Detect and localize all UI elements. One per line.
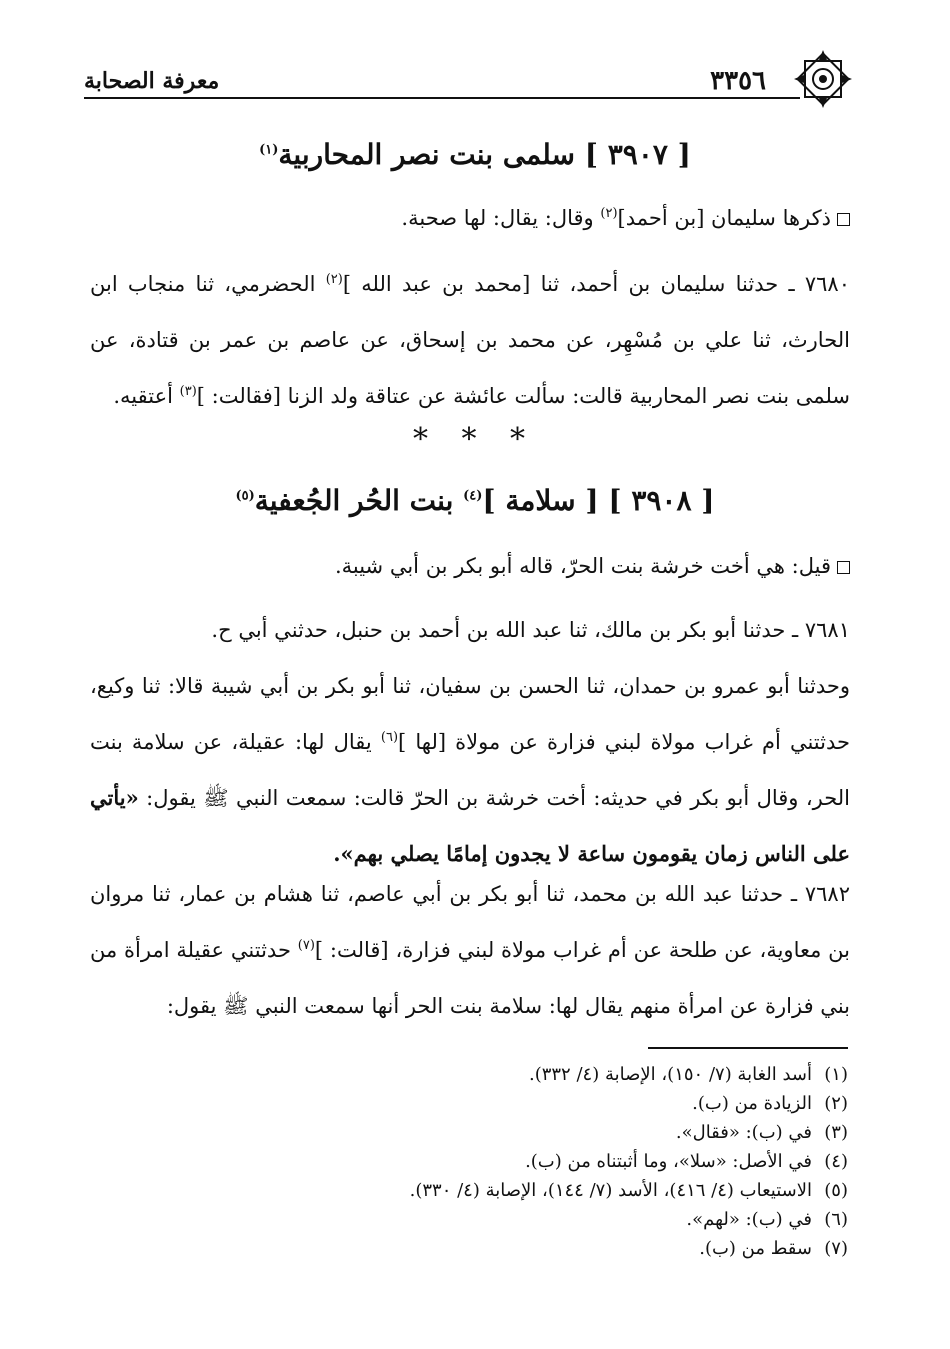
entry-title-text: [ ٣٩٠٧ ] سلمى بنت نصر المحاربية xyxy=(278,138,691,171)
square-bullet-icon xyxy=(837,561,850,574)
hadith-paragraph-7682 xyxy=(90,866,850,1034)
header-rule xyxy=(84,97,800,99)
paragraph-text: حدثتني عقيلة امرأة من بني فزارة عن امرأة منهم يقال لها: سلامة بنت الحر أنها سمعت النبي ﷺ يقول: xyxy=(90,938,850,1018)
entry-title-3908 xyxy=(90,484,860,517)
footnote-number: (٧) xyxy=(824,1238,848,1259)
footnote-text: الاستيعاب (٤/ ٤١٦)، الأسد (٧/ ١٤٤)، الإصابة (٤/ ٣٣٠). xyxy=(409,1180,812,1201)
footnote-text: أسد الغابة (٧/ ١٥٠)، الإصابة (٤/ ٣٣٢). xyxy=(528,1064,812,1085)
running-title: معرفة الصحابة xyxy=(84,68,220,94)
footnote-number: (١) xyxy=(824,1064,848,1085)
intro-text: ذكرها سليمان [بن أحمد] xyxy=(617,206,831,230)
footnote-ref: (٥) xyxy=(235,488,255,504)
paragraph-text: يقال لها: عقيلة، عن سلامة بنت الحر، وقال أبو بكر في حديثه: أخت خرشة بن الحرّ قالت: سمعت النبي ﷺ يقول: xyxy=(90,730,850,810)
footnote-ref: (١) xyxy=(259,142,279,158)
footnote-item xyxy=(148,1060,848,1089)
hadith-paragraph-7681-chain xyxy=(90,658,850,882)
footnote-number: (٤) xyxy=(824,1151,848,1172)
entry-title-3907 xyxy=(90,138,860,171)
footnote-text: في (ب): «لهم». xyxy=(686,1209,812,1230)
footnote-ref: (٣) xyxy=(179,384,197,399)
footnote-item xyxy=(148,1147,848,1176)
footnote-item xyxy=(148,1234,848,1263)
page-header xyxy=(84,48,854,100)
section-divider-stars: * * * xyxy=(412,422,538,457)
square-bullet-icon xyxy=(837,213,850,226)
entry-title-text: بنت الحُر الجُعفية xyxy=(254,484,464,517)
footnote-ref: (٢) xyxy=(325,272,343,287)
entry-intro-3907 xyxy=(90,190,850,246)
hadith-paragraph-7680 xyxy=(90,256,850,424)
intro-text: قيل: هي أخت خرشة بنت الحرّ، قاله أبو بكر بن أبي شيبة. xyxy=(334,554,831,578)
paragraph-text: الحضرمي، ثنا منجاب ابن الحارث، ثنا علي بن مُسْهِر، عن محمد بن إسحاق، عن عاصم بن عمر بن قتادة، عن سلمى بنت نصر المحاربية قالت: سألت عائشة عن عتاقة ولد الزنا [فقالت: ] xyxy=(90,272,850,408)
footnote-ref: (٢) xyxy=(600,206,618,221)
footnote-number: (٦) xyxy=(824,1209,848,1230)
footnote-ref: (٦) xyxy=(380,730,399,745)
footnote-number: (٢) xyxy=(824,1093,848,1114)
footnote-text: سقط من (ب). xyxy=(699,1238,812,1259)
intro-text-rest: وقال: يقال: لها صحبة. xyxy=(401,206,601,230)
footnote-ref: (٤) xyxy=(463,488,483,504)
footnote-item xyxy=(148,1118,848,1147)
page-number: ٣٣٥٦ xyxy=(710,66,766,96)
entry-title-text: [ ٣٩٠٨ ] [ سلامة ] xyxy=(482,484,715,517)
footnote-number: (٥) xyxy=(824,1180,848,1201)
hadith-text: «يأتي على الناس زمان يقومون ساعة لا يجدون إمامًا يصلي بهم». xyxy=(90,785,850,866)
paragraph-text: وحدثنا أبو عمرو بن حمدان، ثنا الحسن بن سفيان، ثنا أبو بكر بن أبي شيبة قالا: ثنا وكيع، حدثتني أم غراب مولاة لبني فزارة عن مولاة [لها ] xyxy=(90,674,850,754)
footnote-item xyxy=(148,1205,848,1234)
star-ornament-icon xyxy=(792,48,854,110)
paragraph-text: أعتقيه. xyxy=(113,384,180,408)
footnote-text: الزيادة من (ب). xyxy=(692,1093,812,1114)
paragraph-text: ٧٦٨٠ ـ حدثنا سليمان بن أحمد، ثنا [محمد بن عبد الله ] xyxy=(342,272,850,296)
footnote-item xyxy=(148,1176,848,1205)
footnote-text: في (ب): «فقال». xyxy=(675,1122,812,1143)
footnote-text: في الأصل: «سلا»، وما أثبتناه من (ب). xyxy=(525,1151,812,1172)
paragraph-text: ٧٦٨٢ ـ حدثنا عبد الله بن محمد، ثنا أبو بكر بن أبي عاصم، ثنا هشام بن عمار، ثنا مروان بن معاوية، عن طلحة عن أم غراب مولاة لبني فزارة، [قالت: ] xyxy=(90,882,851,962)
footnote-item xyxy=(148,1089,848,1118)
hadith-paragraph-7681: ٧٦٨١ ـ حدثنا أبو بكر بن مالك، ثنا عبد الله بن أحمد بن حنبل، حدثني أبي ح. xyxy=(211,618,850,642)
footnote-ref: (٧) xyxy=(297,938,315,953)
footnote-number: (٣) xyxy=(824,1122,848,1143)
footnotes xyxy=(148,1060,848,1263)
footnote-rule xyxy=(648,1047,848,1049)
entry-intro-3908 xyxy=(90,538,850,594)
